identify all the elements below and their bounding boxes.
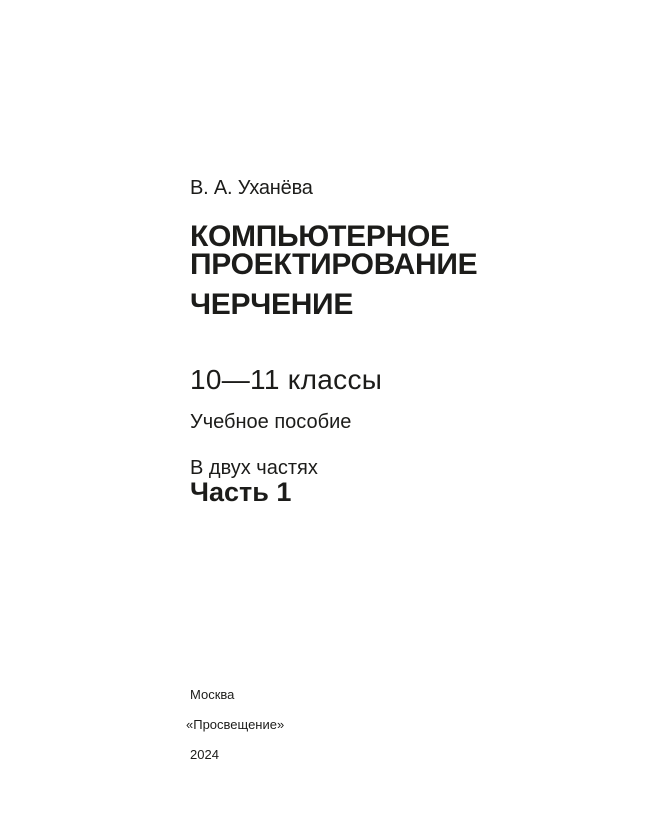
- grade-range: 10—11 классы: [190, 364, 383, 395]
- imprint-block: [186, 672, 285, 777]
- book-title: КОМПЬЮТЕРНОЕ ПРОЕКТИРОВАНИЕ: [190, 220, 478, 281]
- parts-note: В двух частях: [190, 457, 318, 479]
- edition-type: Учебное пособие: [190, 411, 352, 433]
- imprint-city: Москва: [190, 687, 235, 702]
- part-number: Часть 1: [190, 477, 292, 507]
- book-subtitle: ЧЕРЧЕНИЕ: [190, 288, 354, 321]
- imprint-year: 2024: [190, 747, 219, 762]
- author-name: В. А. Уханёва: [190, 177, 313, 199]
- imprint-publisher: «Просвещение»: [186, 717, 285, 732]
